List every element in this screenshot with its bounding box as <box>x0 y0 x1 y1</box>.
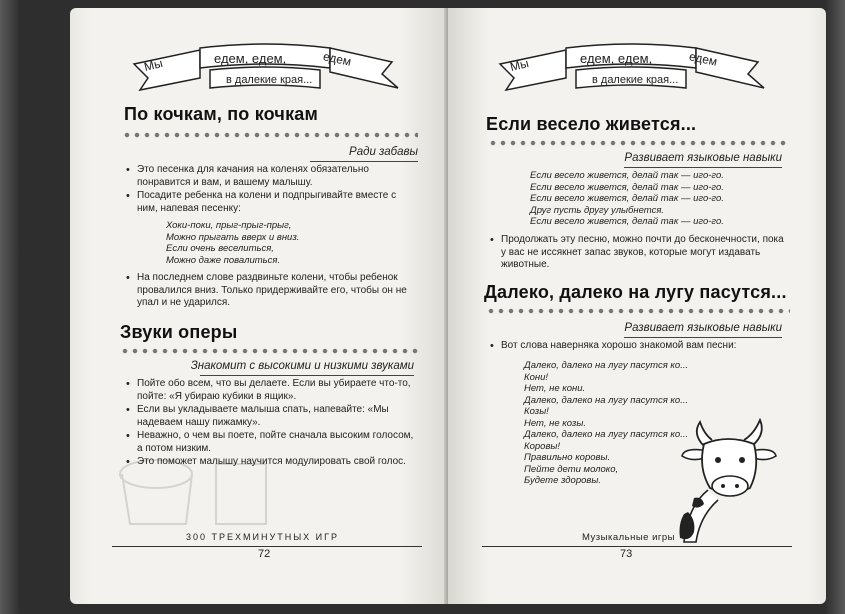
banner-word-4: в далекие края... <box>592 74 679 86</box>
verse-line: Если весело живется, делай так — иго-го. <box>530 181 724 193</box>
verse-line: Друг пусть другу улыбнется. <box>530 204 665 216</box>
subtitle-underline <box>200 375 414 376</box>
list-item: • Вот слова наверняка хорошо знакомой вам песни: <box>490 340 786 353</box>
bleed-through-illustration-icon <box>116 444 276 534</box>
list-item: • Если вы укладываете малыша спать, напевайте: «Мы надеваем нашу пижамку». <box>126 404 416 429</box>
section-title: Звуки оперы <box>120 322 238 342</box>
running-footer: 300 ТРЕХМИНУТНЫХ ИГР <box>186 532 340 542</box>
page-number: 73 <box>620 548 633 560</box>
page-number: 72 <box>258 548 271 560</box>
section-title: Далеко, далеко на лугу пасутся... <box>484 282 787 302</box>
verse-line: Далеко, далеко на лугу пасутся ко... <box>524 429 689 440</box>
footer-rule <box>112 546 422 547</box>
bullet-list <box>490 234 786 273</box>
verse-line: Если весело живется, делай так — иго-го. <box>530 193 724 204</box>
song-verse <box>530 170 724 228</box>
verse-line: Хоки-поки, прыг-прыг-прыг, <box>166 220 292 231</box>
ribbon-banner-right <box>496 42 776 102</box>
song-verse <box>524 360 688 487</box>
list-item: • Это песенка для качания на коленях обязательно понравится и вам, и вашему малышу. <box>126 164 416 189</box>
verse-line: Если очень веселиться, <box>166 243 274 254</box>
list-item: • Это поможет малышу научится модулировать свой голос. <box>126 456 416 469</box>
dotted-divider <box>486 308 790 314</box>
dotted-divider <box>120 348 420 354</box>
section-subtitle: Ради забавы <box>349 146 418 158</box>
bullet-list <box>126 164 416 216</box>
cow-illustration-icon <box>674 416 784 546</box>
banner-word-4: в далекие края... <box>226 74 313 86</box>
banner-word-2: едем, едем, <box>580 51 653 66</box>
ribbon-banner-left <box>130 42 410 102</box>
dotted-divider <box>122 132 418 138</box>
subtitle-underline <box>624 167 782 168</box>
section-subtitle: Развивает языковые навыки <box>624 322 782 334</box>
banner-word-2: едем, едем, <box>214 51 287 66</box>
bullet-list <box>126 272 416 311</box>
list-item: • На последнем слове раздвиньте колени, чтобы ребенок провалился вниз. Только придерживайте его, чтобы он не упал и не ударился. <box>126 272 416 310</box>
section-title: По кочкам, по кочкам <box>124 104 319 124</box>
banner-word-1: Мы <box>142 55 165 75</box>
verse-line: Можно даже повалиться. <box>166 254 281 266</box>
running-footer: Музыкальные игры <box>582 532 675 543</box>
verse-line: Нет, не козы. <box>524 417 586 429</box>
verse-line: Будете здоровы. <box>524 475 601 486</box>
page-72 <box>70 8 448 604</box>
list-item: • Неважно, о чем вы поете, пойте сначала высоким голосом, а потом низким. <box>126 430 416 455</box>
banner-word-1: Мы <box>508 55 531 75</box>
song-verse <box>166 220 299 266</box>
verse-line: Пейте дети молоко, <box>524 463 619 475</box>
verse-line: Можно прыгать вверх и вниз. <box>166 231 300 243</box>
verse-line: Кони! <box>524 371 549 383</box>
verse-line: Далеко, далеко на лугу пасутся ко... <box>524 360 689 371</box>
section-title: Если весело живется... <box>486 114 697 134</box>
verse-line: Если весело живется, делай так — иго-го. <box>530 216 724 227</box>
banner-word-3: едем <box>687 49 719 69</box>
verse-line: Нет, не кони. <box>524 383 586 394</box>
section-subtitle: Развивает языковые навыки <box>624 152 782 164</box>
dotted-divider <box>488 140 788 146</box>
verse-line: Правильно коровы. <box>524 452 611 463</box>
footer-rule <box>482 546 792 547</box>
bullet-list <box>490 340 786 354</box>
list-item: • Продолжать эту песню, можно почти до бесконечности, пока у вас не иссякнет запас звуков, которые могут издавать животные. <box>490 234 786 272</box>
section-subtitle: Знакомит с высокими и низкими звуками <box>190 360 414 372</box>
list-item: • Пойте обо всем, что вы делаете. Если вы убираете что-то, пойте: «Я убираю кубики в ящик». <box>126 378 416 403</box>
subtitle-underline <box>310 161 418 162</box>
banner-word-3: едем <box>321 49 353 69</box>
verse-line: Если весело живется, делай так — иго-го. <box>530 170 724 181</box>
subtitle-underline <box>624 337 782 338</box>
list-item: • Посадите ребенка на колени и подпрыгивайте вместе с ним, напевая песенку: <box>126 190 416 215</box>
verse-line: Далеко, далеко на лугу пасутся ко... <box>524 394 689 406</box>
page-73 <box>448 8 826 604</box>
verse-line: Козы! <box>524 406 549 417</box>
verse-line: Коровы! <box>524 440 561 452</box>
